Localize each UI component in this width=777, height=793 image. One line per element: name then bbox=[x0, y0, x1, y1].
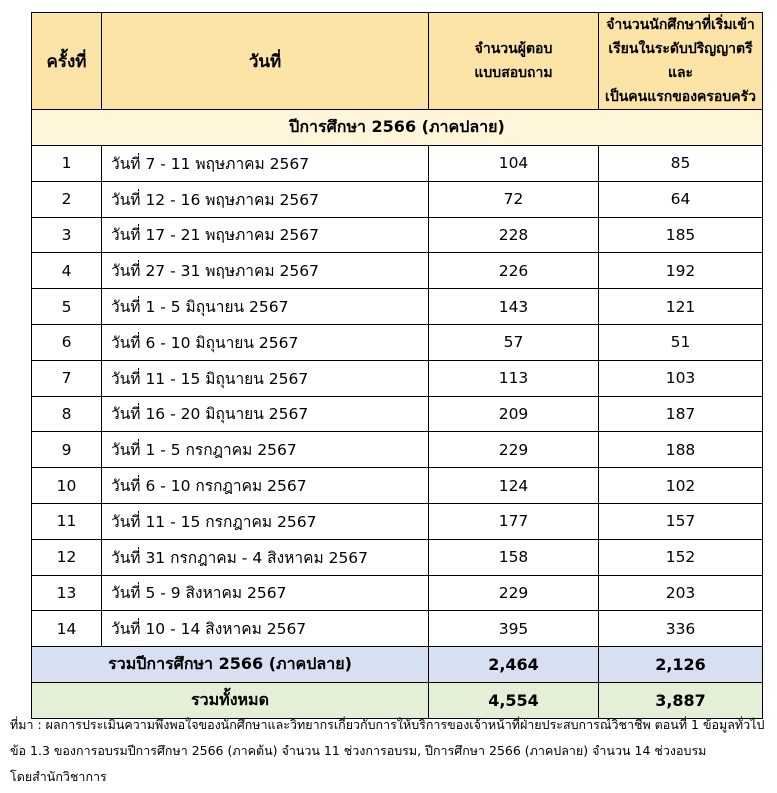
round-cell: 8 bbox=[32, 396, 102, 432]
date-cell: วันที่ 6 - 10 มิถุนายน 2567 bbox=[102, 324, 429, 360]
header-first-gen-line: เป็นคนแรกของครอบครัว bbox=[605, 89, 756, 105]
round-cell: 10 bbox=[32, 468, 102, 504]
date-cell: วันที่ 6 - 10 กรกฎาคม 2567 bbox=[102, 468, 429, 504]
round-cell: 12 bbox=[32, 539, 102, 575]
table-row bbox=[32, 181, 763, 217]
respondents-cell: 124 bbox=[429, 468, 599, 504]
table-row bbox=[32, 217, 763, 253]
respondents-cell: 57 bbox=[429, 324, 599, 360]
header-round: ครั้งที่ bbox=[32, 13, 102, 110]
respondents-cell: 229 bbox=[429, 575, 599, 611]
header-first-gen bbox=[599, 13, 763, 110]
total-first-gen: 3,887 bbox=[599, 683, 763, 719]
header-row bbox=[32, 13, 763, 110]
subtotal-respondents: 2,464 bbox=[429, 647, 599, 683]
table-row bbox=[32, 539, 763, 575]
respondents-cell: 226 bbox=[429, 253, 599, 289]
round-cell: 9 bbox=[32, 432, 102, 468]
respondents-cell: 158 bbox=[429, 539, 599, 575]
date-cell: วันที่ 11 - 15 มิถุนายน 2567 bbox=[102, 360, 429, 396]
respondents-cell: 228 bbox=[429, 217, 599, 253]
source-line: โดยสำนักวิชาการ bbox=[10, 769, 107, 784]
round-cell: 5 bbox=[32, 289, 102, 325]
respondents-cell: 229 bbox=[429, 432, 599, 468]
table-row bbox=[32, 396, 763, 432]
subtotal-first-gen: 2,126 bbox=[599, 647, 763, 683]
respondents-cell: 143 bbox=[429, 289, 599, 325]
first-gen-cell: 103 bbox=[599, 360, 763, 396]
data-rows bbox=[32, 146, 763, 647]
header-respondents bbox=[429, 13, 599, 110]
date-cell: วันที่ 12 - 16 พฤษภาคม 2567 bbox=[102, 181, 429, 217]
round-cell: 3 bbox=[32, 217, 102, 253]
header-first-gen-line: จำนวนนักศึกษาที่เริ่มเข้า bbox=[606, 17, 755, 33]
first-gen-cell: 188 bbox=[599, 432, 763, 468]
round-cell: 1 bbox=[32, 146, 102, 182]
source-line: ที่มา : ผลการประเมินความพึงพอใจของนักศึกษาและวิทยากรเกี่ยวกับการให้บริการของเจ้าหน้าที่ฝ่ายประสบการณ์วิชาชีพ ตอนที่ 1 ข้อมูลทั่วไป bbox=[10, 717, 765, 732]
total-respondents: 4,554 bbox=[429, 683, 599, 719]
header-respondents-line: แบบสอบถาม bbox=[474, 65, 553, 81]
table-row bbox=[32, 289, 763, 325]
round-cell: 6 bbox=[32, 324, 102, 360]
table-row bbox=[32, 432, 763, 468]
survey-table bbox=[31, 12, 763, 719]
total-label: รวมทั้งหมด bbox=[32, 683, 429, 719]
first-gen-cell: 192 bbox=[599, 253, 763, 289]
table-row bbox=[32, 146, 763, 182]
date-cell: วันที่ 17 - 21 พฤษภาคม 2567 bbox=[102, 217, 429, 253]
source-note bbox=[10, 712, 770, 790]
section-title: ปีการศึกษา 2566 (ภาคปลาย) bbox=[32, 110, 763, 146]
first-gen-cell: 102 bbox=[599, 468, 763, 504]
table-row bbox=[32, 575, 763, 611]
respondents-cell: 177 bbox=[429, 503, 599, 539]
first-gen-cell: 64 bbox=[599, 181, 763, 217]
first-gen-cell: 51 bbox=[599, 324, 763, 360]
header-date: วันที่ bbox=[102, 13, 429, 110]
header-respondents-line: จำนวนผู้ตอบ bbox=[474, 41, 553, 57]
table-row bbox=[32, 503, 763, 539]
table-row bbox=[32, 360, 763, 396]
first-gen-cell: 121 bbox=[599, 289, 763, 325]
first-gen-cell: 152 bbox=[599, 539, 763, 575]
date-cell: วันที่ 7 - 11 พฤษภาคม 2567 bbox=[102, 146, 429, 182]
table-row bbox=[32, 611, 763, 647]
round-cell: 13 bbox=[32, 575, 102, 611]
date-cell: วันที่ 1 - 5 กรกฎาคม 2567 bbox=[102, 432, 429, 468]
respondents-cell: 209 bbox=[429, 396, 599, 432]
first-gen-cell: 336 bbox=[599, 611, 763, 647]
subtotal-row bbox=[32, 647, 763, 683]
round-cell: 4 bbox=[32, 253, 102, 289]
respondents-cell: 395 bbox=[429, 611, 599, 647]
respondents-cell: 104 bbox=[429, 146, 599, 182]
table-row bbox=[32, 468, 763, 504]
date-cell: วันที่ 10 - 14 สิงหาคม 2567 bbox=[102, 611, 429, 647]
header-first-gen-line: เรียนในระดับปริญญาตรีและ bbox=[608, 41, 753, 81]
round-cell: 11 bbox=[32, 503, 102, 539]
respondents-cell: 72 bbox=[429, 181, 599, 217]
date-cell: วันที่ 5 - 9 สิงหาคม 2567 bbox=[102, 575, 429, 611]
subtotal-label: รวมปีการศึกษา 2566 (ภาคปลาย) bbox=[32, 647, 429, 683]
first-gen-cell: 187 bbox=[599, 396, 763, 432]
date-cell: วันที่ 11 - 15 กรกฎาคม 2567 bbox=[102, 503, 429, 539]
date-cell: วันที่ 27 - 31 พฤษภาคม 2567 bbox=[102, 253, 429, 289]
date-cell: วันที่ 31 กรกฎาคม - 4 สิงหาคม 2567 bbox=[102, 539, 429, 575]
first-gen-cell: 185 bbox=[599, 217, 763, 253]
round-cell: 14 bbox=[32, 611, 102, 647]
respondents-cell: 113 bbox=[429, 360, 599, 396]
section-row bbox=[32, 110, 763, 146]
first-gen-cell: 85 bbox=[599, 146, 763, 182]
table-row bbox=[32, 253, 763, 289]
source-line: ข้อ 1.3 ของการอบรมปีการศึกษา 2566 (ภาคต้น) จำนวน 11 ช่วงการอบรม, ปีการศึกษา 2566 (ภาคปลาย) จำนวน 14 ช่วงอบรม bbox=[10, 743, 707, 758]
date-cell: วันที่ 16 - 20 มิถุนายน 2567 bbox=[102, 396, 429, 432]
table-row bbox=[32, 324, 763, 360]
first-gen-cell: 157 bbox=[599, 503, 763, 539]
date-cell: วันที่ 1 - 5 มิถุนายน 2567 bbox=[102, 289, 429, 325]
round-cell: 7 bbox=[32, 360, 102, 396]
first-gen-cell: 203 bbox=[599, 575, 763, 611]
round-cell: 2 bbox=[32, 181, 102, 217]
